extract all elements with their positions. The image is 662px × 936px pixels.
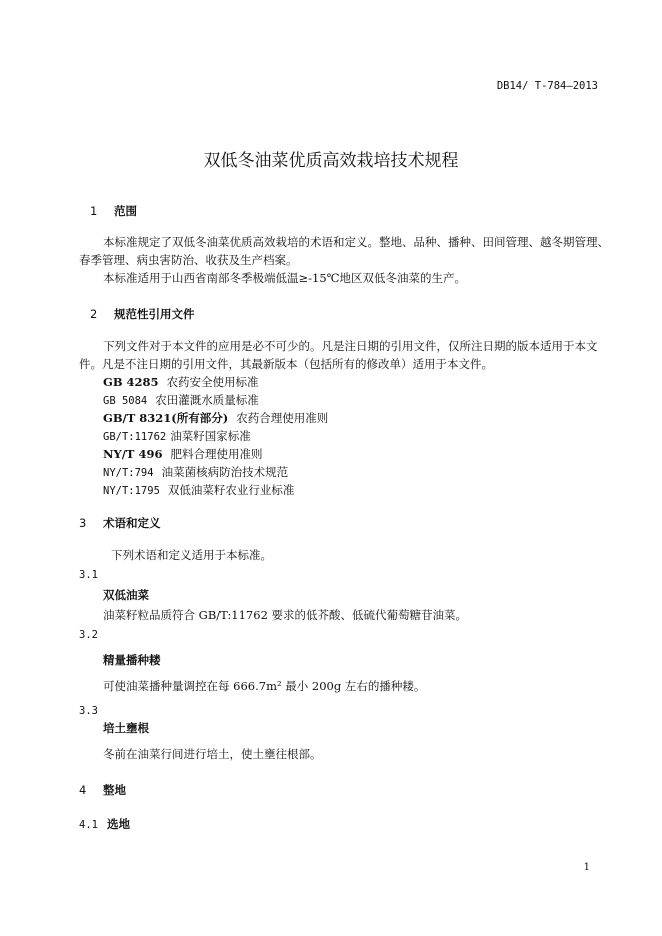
section-number: 4: [79, 783, 87, 797]
reference-item: [103, 391, 259, 410]
reference-item: [103, 427, 251, 446]
reference-code: GB/T:11762: [103, 431, 167, 443]
paragraph-line: 本标准规定了双低冬油菜优质高效栽培的术语和定义。整地、品种、播种、田间管理、越冬期管理、: [103, 235, 609, 249]
reference-title: 农药合理使用准则: [236, 411, 329, 425]
paragraph: 下列术语和定义适用于本标准。: [111, 548, 272, 562]
reference-title: 油菜菌核病防治技术规范: [161, 465, 289, 479]
reference-title: 双低油菜籽农业行业标准: [167, 483, 295, 497]
subsection-number: 4.1: [79, 819, 98, 831]
reference-code: NY/T:1795: [103, 485, 160, 497]
term-number: 3.2: [79, 629, 98, 641]
term-definition: 油菜籽粒品质符合 GB/T:11762 要求的低芥酸、低硫代葡萄糖苷油菜。: [103, 608, 468, 622]
section-title: 整地: [103, 783, 126, 797]
term-name: 培土壅根: [103, 721, 149, 735]
reference-item: [103, 445, 263, 463]
paragraph-line: 春季管理、病虫害防治、收获及生产档案。: [79, 253, 298, 267]
page-number: 1: [583, 862, 590, 873]
reference-item: [103, 481, 294, 500]
section-title: 规范性引用文件: [114, 307, 195, 321]
term-definition: 冬前在油菜行间进行培土，使土壅往根部。: [103, 747, 322, 761]
standard-code: DB14/ T-784—2013: [496, 80, 598, 92]
reference-title: 农药安全使用标准: [166, 375, 259, 389]
section-2-heading: [90, 306, 195, 322]
reference-code: GB 5084: [103, 395, 148, 407]
section-title: 范围: [114, 204, 137, 218]
subsection-title: 选地: [107, 817, 130, 831]
section-1-heading: [90, 203, 137, 219]
term-name: 精量播种耧: [103, 653, 161, 667]
document-title: 双低冬油菜优质高效栽培技术规程: [203, 151, 459, 171]
reference-code: NY/T 496: [103, 447, 163, 461]
term-name: 双低油菜: [103, 588, 149, 602]
reference-item: [103, 463, 288, 482]
reference-item: [103, 373, 259, 391]
reference-code: NY/T:794: [103, 467, 154, 479]
reference-title: 农田灌溉水质量标准: [155, 393, 259, 407]
paragraph: 本标准适用于山西省南部冬季极端低温≥-15℃地区双低冬油菜的生产。: [103, 271, 467, 285]
section-title: 术语和定义: [103, 516, 161, 530]
section-number: 3: [79, 516, 87, 530]
section-3-heading: [79, 515, 161, 531]
section-number: 1: [90, 204, 98, 218]
section-4-heading: [79, 782, 126, 798]
reference-title: 油菜籽国家标准: [170, 429, 251, 443]
subsection-4-1-heading: [79, 816, 130, 832]
reference-code: GB/T 8321(所有部分): [103, 411, 229, 425]
term-number: 3.3: [79, 705, 98, 717]
reference-title: 肥料合理使用准则: [170, 447, 263, 461]
reference-item: [103, 409, 328, 427]
term-number: 3.1: [79, 569, 98, 581]
term-definition: 可使油菜播种量调控在每 666.7m² 最小 200g 左右的播种耧。: [103, 679, 426, 693]
paragraph-line: 件。凡是不注日期的引用文件，其最新版本（包括所有的修改单）适用于本文件。: [79, 357, 493, 371]
section-number: 2: [90, 307, 98, 321]
reference-code: GB 4285: [103, 375, 159, 389]
paragraph-line: 下列文件对于本文件的应用是必不可少的。凡是注日期的引用文件，仅所注日期的版本适用于本文: [103, 339, 598, 353]
